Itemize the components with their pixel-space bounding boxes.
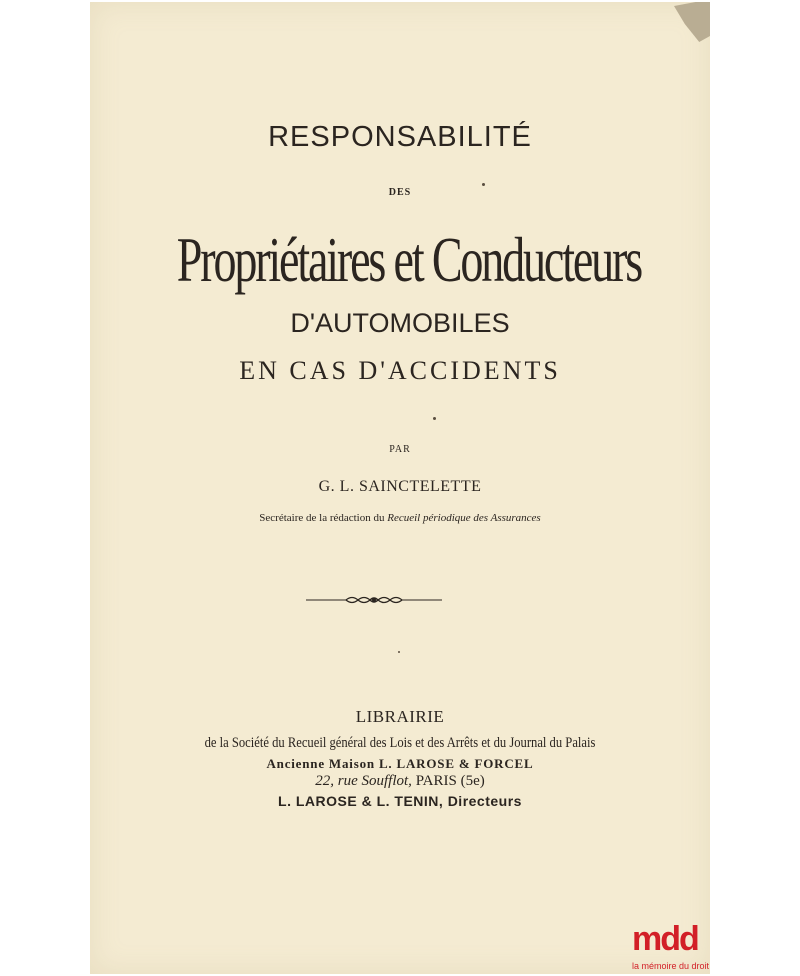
title-accidents: EN CAS D'ACCIDENTS xyxy=(239,356,561,385)
publisher-directors: L. LAROSE & L. TENIN, Directeurs xyxy=(278,793,522,809)
author-role-prefix: Secrétaire de la rédaction du xyxy=(259,512,388,524)
publisher-street: 22, rue Soufflot, xyxy=(315,773,412,789)
title-des: DES xyxy=(388,187,412,198)
publication-title: Recueil périodique des Assurances xyxy=(387,512,541,524)
torn-corner xyxy=(674,2,710,42)
publisher-societe: de la Société du Recueil général des Lois et des Arrêts et du Journal du Palais xyxy=(204,735,596,751)
par-label: PAR xyxy=(389,444,411,455)
title-proprietaires: Propriétaires et Conducteurs xyxy=(176,224,641,295)
paper-speck xyxy=(482,183,485,186)
publisher-librairie: LIBRAIRIE xyxy=(355,707,445,726)
ornament-divider xyxy=(306,591,442,609)
logo-tagline: la mémoire du droit xyxy=(632,961,710,971)
publisher-city: PARIS (5e) xyxy=(411,773,485,789)
author-role xyxy=(90,512,710,524)
title-automobiles: D'AUTOMOBILES xyxy=(290,308,510,338)
mdd-logo xyxy=(632,919,714,976)
logo-mark: mdd xyxy=(632,920,698,958)
author-name: G. L. SAINCTELETTE xyxy=(318,478,482,495)
paper-speck xyxy=(398,651,400,653)
title-responsabilite: RESPONSABILITÉ xyxy=(268,121,532,153)
paper-speck xyxy=(433,417,436,420)
publisher-ancienne-maison: Ancienne Maison L. LAROSE & FORCEL xyxy=(266,756,534,771)
publisher-address xyxy=(90,773,710,790)
